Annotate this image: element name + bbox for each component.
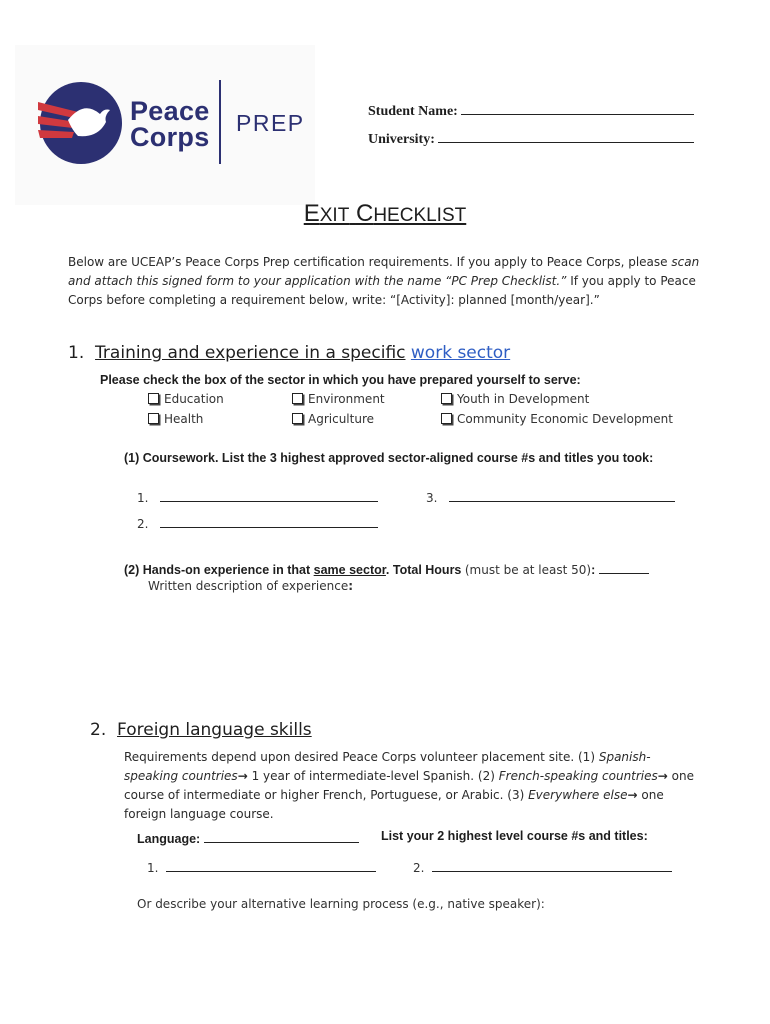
logo-divider (219, 80, 221, 164)
logo-word-corps: Corps (130, 122, 210, 152)
logo-prep-text: PREP (236, 110, 305, 136)
written-description-label: Written description of experience: (148, 579, 354, 593)
language-course-2-field[interactable] (432, 858, 672, 872)
language-label: Language: (137, 832, 201, 846)
student-name-row (368, 101, 694, 120)
intro-paragraph: Below are UCEAP’s Peace Corps Prep certification requirements. If you apply to Peace Corps, please scan and attach this signed form to your application with the name “PC Prep Checklist.” If you apply to Peace Corps before completing a requirement below, write: “[Activity]: planned [month/year].” (68, 255, 700, 307)
language-requirements-paragraph: Requirements depend upon desired Peace Corps volunteer placement site. (1) Spanish-speaking countries→ 1 year of intermediate-level Spanish. (2) French-speaking countries→ one course of intermediate or higher French, Portuguese, or Arabic. (3) Everywhere else→ one foreign language course. (124, 750, 695, 821)
sector-checkbox-youth[interactable]: Youth in Development (441, 392, 589, 406)
alternative-learning-label: Or describe your alternative learning process (e.g., native speaker): (137, 897, 545, 911)
checkbox-icon (441, 393, 452, 404)
sector-checkbox-health[interactable]: Health (148, 412, 203, 426)
total-hours-field[interactable] (599, 560, 649, 574)
language-course-item-2: 2. (413, 858, 672, 875)
arrow-right-icon: → (627, 788, 638, 802)
sector-checkbox-environment[interactable]: Environment (292, 392, 385, 406)
language-course-item-1: 1. (147, 858, 376, 875)
page-title: EXIT CHECKLIST (303, 200, 467, 227)
checkbox-icon (292, 393, 303, 404)
language-field[interactable] (204, 829, 359, 843)
dove-emblem-icon (38, 80, 124, 166)
university-row (368, 129, 694, 148)
language-row (137, 829, 359, 846)
sector-instruction: Please check the box of the sector in which you have prepared yourself to serve: (100, 373, 581, 387)
course-2-field[interactable] (160, 514, 378, 528)
student-name-field[interactable] (461, 101, 694, 115)
sector-checkbox-community-econ[interactable]: Community Economic Development (441, 412, 673, 426)
checkbox-icon (441, 413, 452, 424)
language-course-1-field[interactable] (166, 858, 376, 872)
coursework-label: (1) Coursework. List the 3 highest approved sector-aligned course #s and titles you took: (124, 451, 654, 465)
work-sector-link[interactable]: work sector (410, 343, 511, 363)
checkbox-icon (148, 393, 159, 404)
course-3-field[interactable] (449, 488, 675, 502)
arrow-right-icon: → (237, 769, 248, 783)
course-1-field[interactable] (160, 488, 378, 502)
course-item-2: 2. (137, 514, 378, 531)
written-description-area[interactable] (148, 598, 708, 698)
sector-checkbox-agriculture[interactable]: Agriculture (292, 412, 374, 426)
checkbox-icon (148, 413, 159, 424)
section-1-heading: 1. Training and experience in a specific work sector (68, 343, 511, 363)
student-name-label: Student Name: (368, 104, 458, 119)
course-item-1: 1. (137, 488, 378, 505)
sector-checkbox-education[interactable]: Education (148, 392, 224, 406)
university-label: University: (368, 132, 435, 147)
section-2-heading: 2. Foreign language skills (90, 720, 312, 740)
course-item-3: 3. (426, 488, 675, 505)
checkbox-icon (292, 413, 303, 424)
arrow-right-icon: → (657, 769, 668, 783)
university-field[interactable] (438, 129, 694, 143)
logo-word-peace: Peace (130, 96, 210, 126)
alternative-learning-area[interactable] (137, 916, 697, 1006)
language-course-list-label: List your 2 highest level course #s and titles: (381, 829, 648, 843)
hands-on-label: (2) Hands-on experience in that same sector. Total Hours (must be at least 50): (124, 560, 649, 577)
